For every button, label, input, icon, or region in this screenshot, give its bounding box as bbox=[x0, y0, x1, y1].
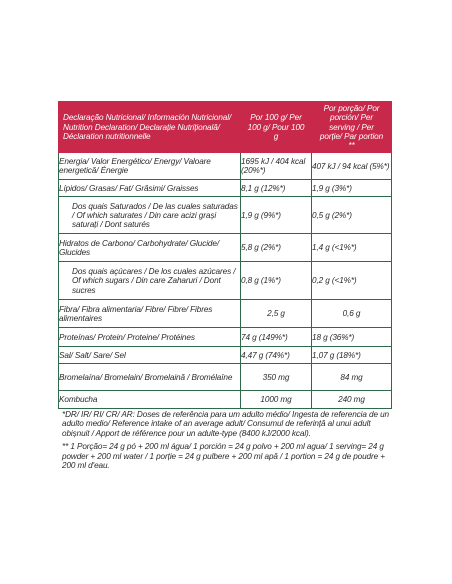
row-value-per-serving: 240 mg bbox=[312, 391, 392, 409]
table-row-bromelain bbox=[59, 364, 392, 391]
row-label: Fibra/ Fibra alimentaria/ Fibre/ Fibre/ Fibres alimentaires bbox=[59, 300, 241, 328]
header-per-serving: Por porção/ Por porción/ Per serving / Per porție/ Par portion ** bbox=[312, 102, 392, 153]
row-value-per-serving: 0,2 g (<1%*) bbox=[312, 262, 392, 300]
row-label: Dos quais açúcares / De los cuales azúcares / Of which sugars / Din care Zaharuri / Dont sucres bbox=[59, 262, 241, 300]
table-row-energy bbox=[59, 153, 392, 180]
table-row-protein bbox=[59, 328, 392, 347]
row-value-per-100g: 1695 kJ / 404 kcal (20%*) bbox=[241, 153, 312, 180]
footnotes bbox=[62, 410, 392, 474]
row-label: Kombucha bbox=[59, 391, 241, 409]
row-value-per-serving: 0,6 g bbox=[312, 300, 392, 328]
table-row-fat bbox=[59, 180, 392, 197]
row-label: Energia/ Valor Energético/ Energy/ Valoare energetică/ Énergie bbox=[59, 153, 241, 180]
table-row-carbohydrate bbox=[59, 234, 392, 262]
nutrition-table bbox=[58, 101, 392, 409]
header-label: Declaração Nutricional/ Información Nutricional/ Nutrition Declaration/ Declarație Nutrițională/ Déclaration nutritionnelle bbox=[59, 102, 241, 153]
row-value-per-100g: 2,5 g bbox=[241, 300, 312, 328]
table-row-salt bbox=[59, 347, 392, 364]
row-value-per-100g: 1000 mg bbox=[241, 391, 312, 409]
row-label: Bromelaína/ Bromelain/ Bromelaină / Bromélaïne bbox=[59, 364, 241, 391]
row-value-per-100g: 74 g (149%*) bbox=[241, 328, 312, 347]
row-value-per-100g: 1,9 g (9%*) bbox=[241, 197, 312, 234]
row-label: Proteínas/ Protein/ Proteine/ Protéines bbox=[59, 328, 241, 347]
row-value-per-serving: 1,07 g (18%*) bbox=[312, 347, 392, 364]
row-value-per-serving: 18 g (36%*) bbox=[312, 328, 392, 347]
header-per-100g: Por 100 g/ Per 100 g/ Pour 100 g bbox=[241, 102, 312, 153]
table-row-kombucha bbox=[59, 391, 392, 409]
nutrition-panel bbox=[58, 101, 391, 409]
table-row-sugars bbox=[59, 262, 392, 300]
row-value-per-serving: 0,5 g (2%*) bbox=[312, 197, 392, 234]
row-value-per-100g: 8,1 g (12%*) bbox=[241, 180, 312, 197]
row-value-per-100g: 4,47 g (74%*) bbox=[241, 347, 312, 364]
table-row-fibre bbox=[59, 300, 392, 328]
row-value-per-serving: 407 kJ / 94 kcal (5%*) bbox=[312, 153, 392, 180]
row-value-per-serving: 84 mg bbox=[312, 364, 392, 391]
footnote-serving-size: ** 1 Porção= 24 g pó + 200 ml água/ 1 porción = 24 g polvo + 200 ml agua/ 1 serving= 24 g powder + 200 ml water / 1 porție = 24 g pulbere + 200 ml apă / 1 portion = 24 g de poudre + 200 ml d'eau. bbox=[62, 442, 385, 471]
table-row-saturates bbox=[59, 197, 392, 234]
row-label: Sal/ Salt/ Sare/ Sel bbox=[59, 347, 241, 364]
row-value-per-100g: 5,8 g (2%*) bbox=[241, 234, 312, 262]
row-value-per-serving: 1,9 g (3%*) bbox=[312, 180, 392, 197]
row-value-per-100g: 0,8 g (1%*) bbox=[241, 262, 312, 300]
table-header bbox=[59, 102, 392, 153]
row-label: Dos quais Saturados / De las cuales saturadas / Of which saturates / Din care acizi grași saturați / Dont saturés bbox=[59, 197, 241, 234]
row-label: Hidratos de Carbono/ Carbohydrate/ Glucide/ Glucides bbox=[59, 234, 241, 262]
row-value-per-100g: 350 mg bbox=[241, 364, 312, 391]
footnote-reference-intake: *DR/ IR/ RI/ CR/ AR: Doses de referência para um adulto médio/ Ingesta de referencia de un adulto medio/ Reference intake of an average adult/ Consumul de referință al unui adult obișnuit / Apport de référence pour un adulte-type (8400 kJ/2000 kcal). bbox=[62, 410, 390, 438]
row-value-per-serving: 1,4 g (<1%*) bbox=[312, 234, 392, 262]
row-label: Lípidos/ Grasas/ Fat/ Grăsimi/ Graisses bbox=[59, 180, 241, 197]
